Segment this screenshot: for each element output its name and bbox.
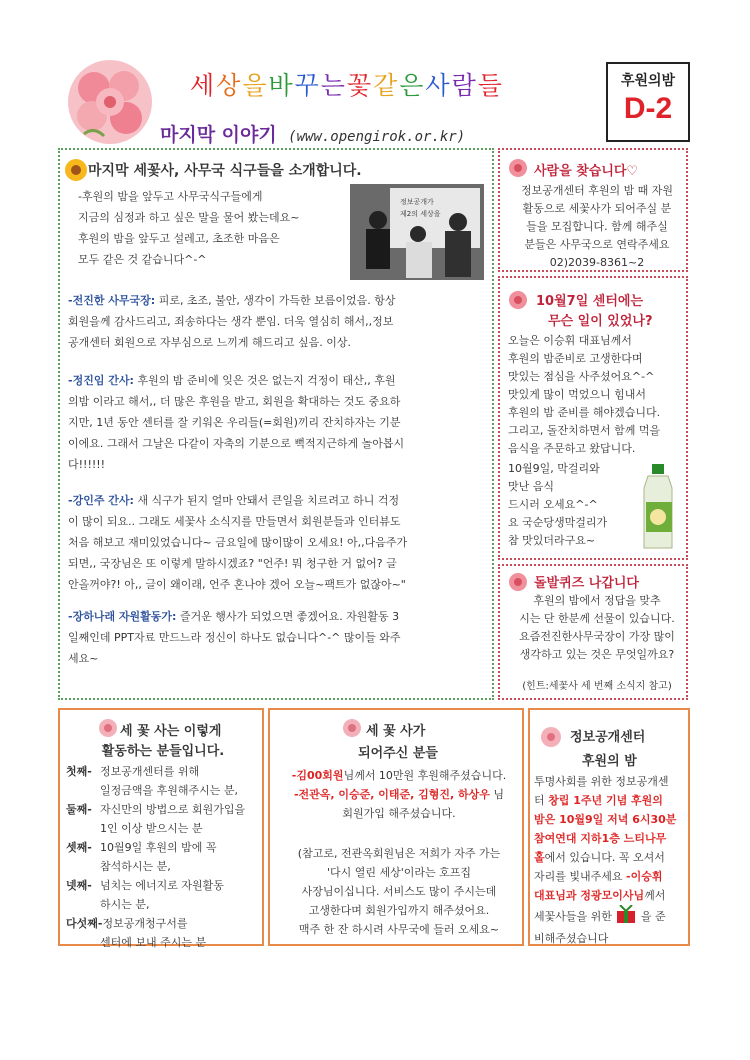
carnation-icon xyxy=(508,158,528,178)
event-text: 투명사회를 위한 정보공개센 터 창립 1주년 기념 후원의 밤은 10월9일 저녁 6시30분 참여연대 지하1층 느티나무 홀에서 있습니다. 꼭 오셔서 자리를 빛내주세요 -이승휘 대표님과 정광모이사님께서 세꽃사들을 위한 을 준 비해주셨습니다 xyxy=(534,772,690,948)
dday-label: 후원의밤 xyxy=(620,73,676,89)
activity-text: 넘치는 에너지로 자원활동 xyxy=(100,879,224,892)
activity-ordinal: 첫째- xyxy=(66,765,92,778)
comment-line: 즐거운 행사가 되었으면 좋겠어요. 자원활동 3 xyxy=(179,610,400,623)
donor-text: 님 xyxy=(489,788,505,801)
comment-line: 피로, 초조, 불안, 생각이 가득한 보름이었음. 항상 xyxy=(158,294,396,307)
comment-line: 회원을께 감사드리고, 죄송하다는 생각 뿐임. 더욱 열심히 해서,,정보 xyxy=(68,315,394,328)
title-char: 꾸 xyxy=(294,71,321,100)
dday-box xyxy=(606,62,690,142)
page-title xyxy=(190,66,504,102)
photo-sign-text: 제2의 세상을 xyxy=(400,210,441,218)
donors-box xyxy=(268,708,524,946)
title-char: 바 xyxy=(268,71,295,100)
subtitle: 마지막 이야기 xyxy=(160,124,277,146)
recruit-line: 들을 모집합니다. 함께 해주실 xyxy=(526,220,668,233)
staff-comment-3 xyxy=(68,490,488,595)
note-line: 사장님이십니다. 서비스도 많이 주시는데 xyxy=(301,885,497,898)
donor-text: 님께서 10만원 후원해주셨습니다. xyxy=(343,769,507,782)
staff-comment-4 xyxy=(68,606,488,669)
donors-text xyxy=(276,766,522,823)
comment-line: 되면,, 국장님은 또 이렇게 말하시겠죠? "언주! 뭐 청구한 거 없어? 글 xyxy=(68,557,397,570)
activity-item xyxy=(66,762,262,781)
news-text-2 xyxy=(508,460,638,550)
photo-sign-text: 정보공개가 xyxy=(400,198,434,206)
makgeolli-bottle-image xyxy=(636,462,680,556)
intro-text xyxy=(78,186,348,270)
intro-line: -후원의 밤을 앞두고 사무국식구들에게 xyxy=(78,190,263,203)
event-line: 비해주셨습니다 xyxy=(534,932,609,945)
comment-line: 후원의 밤 준비에 잊은 것은 없는지 걱정이 태산,, 후원 xyxy=(137,374,396,387)
note-line: (참고로, 전관옥회원님은 저희가 자주 가는 xyxy=(297,847,501,860)
title-char: 은 xyxy=(399,71,426,100)
quiz-line: 후원의 밤에서 정답을 맞추 xyxy=(533,594,661,607)
event-line: 을 준 xyxy=(640,910,666,923)
activity-text: 일정금액을 후원해주시는 분, xyxy=(100,784,239,797)
activity-ordinal: 다섯째- xyxy=(66,917,103,930)
title-char: 꽃 xyxy=(346,71,374,100)
activity-list xyxy=(66,762,262,952)
news-line: 10월9일, 막걸리와 xyxy=(508,462,600,475)
comment-line: 다!!!!!! xyxy=(68,458,106,471)
recruit-text xyxy=(508,182,686,272)
activity-heading-2: 활동하는 분들입니다. xyxy=(101,744,225,759)
activity-ordinal: 셋째- xyxy=(66,841,92,854)
event-heading-2: 후원의 밤 xyxy=(582,754,637,769)
news-line: 그리고, 돌잔치하면서 함께 먹을 xyxy=(508,424,661,437)
staff-name: -전진한 사무국장: xyxy=(68,294,156,307)
news-line: 후원의 밤 준비를 해야겠습니다. xyxy=(508,406,661,419)
quiz-line: 요즘전진한사무국장이 가장 많이 xyxy=(519,630,675,643)
activity-item xyxy=(66,895,262,914)
carnation-icon xyxy=(342,718,362,738)
intro-line: 후원의 밤을 앞두고 설레고, 초조한 마음은 xyxy=(78,232,280,245)
activity-item xyxy=(66,838,262,857)
activity-box xyxy=(58,708,264,949)
carnation-icon xyxy=(508,572,528,592)
event-box xyxy=(528,708,690,946)
news-line: 오늘은 이승휘 대표님께서 xyxy=(508,334,632,347)
activity-text: 참석하시는 분, xyxy=(100,860,171,873)
recruit-heading: 사람을 찾습니다♡ xyxy=(534,164,639,179)
carnation-icon xyxy=(508,290,528,310)
donor-name: -김00회원 xyxy=(291,769,344,782)
comment-line: 처음 해보고 재미있었습니다~ 금요일에 많이많이 오세요! 아,,다음주가 xyxy=(68,536,408,549)
intro-line: 모두 같은 것 같습니다^-^ xyxy=(78,253,207,266)
news-line: 맛있는 점심을 사주셨어요^-^ xyxy=(508,370,655,383)
news-line: 후원의 밤준비로 고생한다며 xyxy=(508,352,643,365)
comment-line: 안올꺼야?! 아,, 글이 왜이래, 언주 혼나야 겠어 오늘~팩트가 없잖아~" xyxy=(68,578,406,591)
news-text xyxy=(508,332,688,458)
carnation-icon xyxy=(540,726,562,748)
title-char: 세 xyxy=(190,71,217,100)
news-line: 맛난 음식 xyxy=(508,480,555,493)
quiz-line: 시는 단 한분께 선물이 있습니다. xyxy=(519,612,675,625)
donors-note xyxy=(276,844,522,939)
donors-heading: 세 꽃 사가 xyxy=(366,724,426,739)
gift-icon xyxy=(615,905,637,929)
staff-name: -정진임 간사: xyxy=(68,374,134,387)
note-line: '다시 열린 세상'이라는 호프집 xyxy=(326,866,472,879)
recruit-box xyxy=(498,148,688,272)
carnation-bouquet-image xyxy=(64,56,156,148)
carnation-icon xyxy=(98,718,118,738)
comment-line: 이에요. 그래서 그날은 다같이 자축의 기분으로 뻑적지근하게 놀아봅시 xyxy=(68,437,405,450)
comment-line: 새 식구가 된지 얼마 안돼서 큰일을 치르려고 하니 걱정 xyxy=(137,494,400,507)
sunflower-icon xyxy=(64,158,88,182)
staff-comment-1 xyxy=(68,290,488,353)
quiz-heading: 돌발퀴즈 나갑니다 xyxy=(534,576,639,591)
main-article xyxy=(58,148,494,700)
comment-line: 지만, 1년 동안 센터를 잘 키워온 우리들(=회원)끼리 잔치하자는 기분 xyxy=(68,416,401,429)
activity-item xyxy=(66,819,262,838)
event-line: 세꽃사들을 위한 xyxy=(534,910,612,923)
title-char: 상 xyxy=(216,71,243,100)
activity-text: 1인 이상 받으시는 분 xyxy=(100,822,203,835)
center-news-box xyxy=(498,276,688,560)
activity-text: 10월9일 후원의 밤에 꼭 xyxy=(100,841,217,854)
donor-names: -전관옥, 이승준, 이태준, 김형진, 하상우 xyxy=(293,788,490,801)
dday-value: D-2 xyxy=(623,92,673,125)
event-heading: 정보공개센터 xyxy=(570,730,646,745)
news-line: 요 국순당생막걸리가 xyxy=(508,516,608,529)
activity-text: 정보공개청구서를 xyxy=(102,917,188,930)
note-line: 고생한다며 회원가입까지 해주셨어요. xyxy=(308,904,490,917)
comment-line: 공개센터 회원으로 자부심으로 느끼게 해드리고 싶음. 이상. xyxy=(68,336,351,349)
quiz-line: 생각하고 있는 것은 무엇일까요? xyxy=(519,648,675,661)
comment-line: 이 많이 되요.. 그래도 세꽃사 소식지를 만들면서 회원분들과 인터뷰도 xyxy=(68,515,401,528)
activity-item xyxy=(66,933,262,952)
news-heading-2: 무슨 일이 있었나? xyxy=(548,314,653,329)
title-char: 는 xyxy=(320,71,347,100)
donor-text: 회원가입 해주셨습니다. xyxy=(342,807,456,820)
event-line: 투명사회를 위한 정보공개센 xyxy=(534,775,669,788)
comment-line: 일째인데 PPT자료 만드느라 정신이 하나도 없습니다^-^ 많이들 와주 xyxy=(68,631,401,644)
title-char: 람 xyxy=(451,71,478,100)
activity-ordinal: 넷째- xyxy=(66,879,92,892)
activity-text: 센터에 보내 주시는 분 xyxy=(100,936,207,949)
recruit-line: 활동으로 세꽃사가 되어주실 분 xyxy=(522,202,672,215)
title-char: 들 xyxy=(477,71,504,100)
title-char: 같 xyxy=(373,71,400,100)
title-char: 을 xyxy=(242,71,269,100)
quiz-text xyxy=(506,592,688,664)
staff-photo xyxy=(350,184,484,280)
news-line: 드시러 오세요^-^ xyxy=(508,498,598,511)
note-line: 맥주 한 잔 하시려 사무국에 들러 오세요~ xyxy=(298,923,500,936)
activity-text: 자신만의 방법으로 회원가입을 xyxy=(100,803,246,816)
article-heading: 마지막 세꽃사, 사무국 식구들을 소개합니다. xyxy=(88,163,362,179)
title-char: 사 xyxy=(425,71,452,100)
quiz-box xyxy=(498,564,688,700)
intro-line: 지금의 심정과 하고 싶은 말을 물어 봤는데요~ xyxy=(78,211,300,224)
website-url: (www.opengirok.or.kr) xyxy=(288,129,466,145)
recruit-phone: 02)2039-8361~2 xyxy=(549,256,645,269)
comment-line: 의밤 이라고 해서,, 더 많은 후원을 받고, 회원을 확대하는 것도 중요하 xyxy=(68,395,401,408)
activity-item xyxy=(66,876,262,895)
comment-line: 세요~ xyxy=(68,652,99,665)
activity-item xyxy=(66,781,262,800)
activity-item xyxy=(66,914,262,933)
news-line: 음식을 주문하고 왔답니다. xyxy=(508,442,636,455)
news-heading: 10월7일 센터에는 xyxy=(536,294,644,309)
news-line: 참 맛있더라구요~ xyxy=(508,534,596,547)
recruit-line: 정보공개센터 후원의 밤 때 자원 xyxy=(520,184,674,197)
activity-text: 하시는 분, xyxy=(100,898,150,911)
staff-name: -장하나래 자원활동가: xyxy=(68,610,177,623)
quiz-hint: (힌트:세꽃사 세 번째 소식지 참고) xyxy=(522,681,672,692)
activity-item xyxy=(66,800,262,819)
activity-heading: 세 꽃 사는 이렇게 xyxy=(120,724,222,739)
activity-text: 정보공개센터를 위해 xyxy=(100,765,200,778)
activity-item xyxy=(66,857,262,876)
news-line: 맛있게 많이 먹었으니 힘내서 xyxy=(508,388,647,401)
donors-heading-2: 되어주신 분들 xyxy=(358,746,438,761)
recruit-line: 분들은 사무국으로 연락주세요 xyxy=(524,238,670,251)
activity-ordinal: 둘째- xyxy=(66,803,92,816)
staff-comment-2 xyxy=(68,370,488,475)
staff-name: -강인주 간사: xyxy=(68,494,134,507)
subtitle-line xyxy=(160,120,465,147)
